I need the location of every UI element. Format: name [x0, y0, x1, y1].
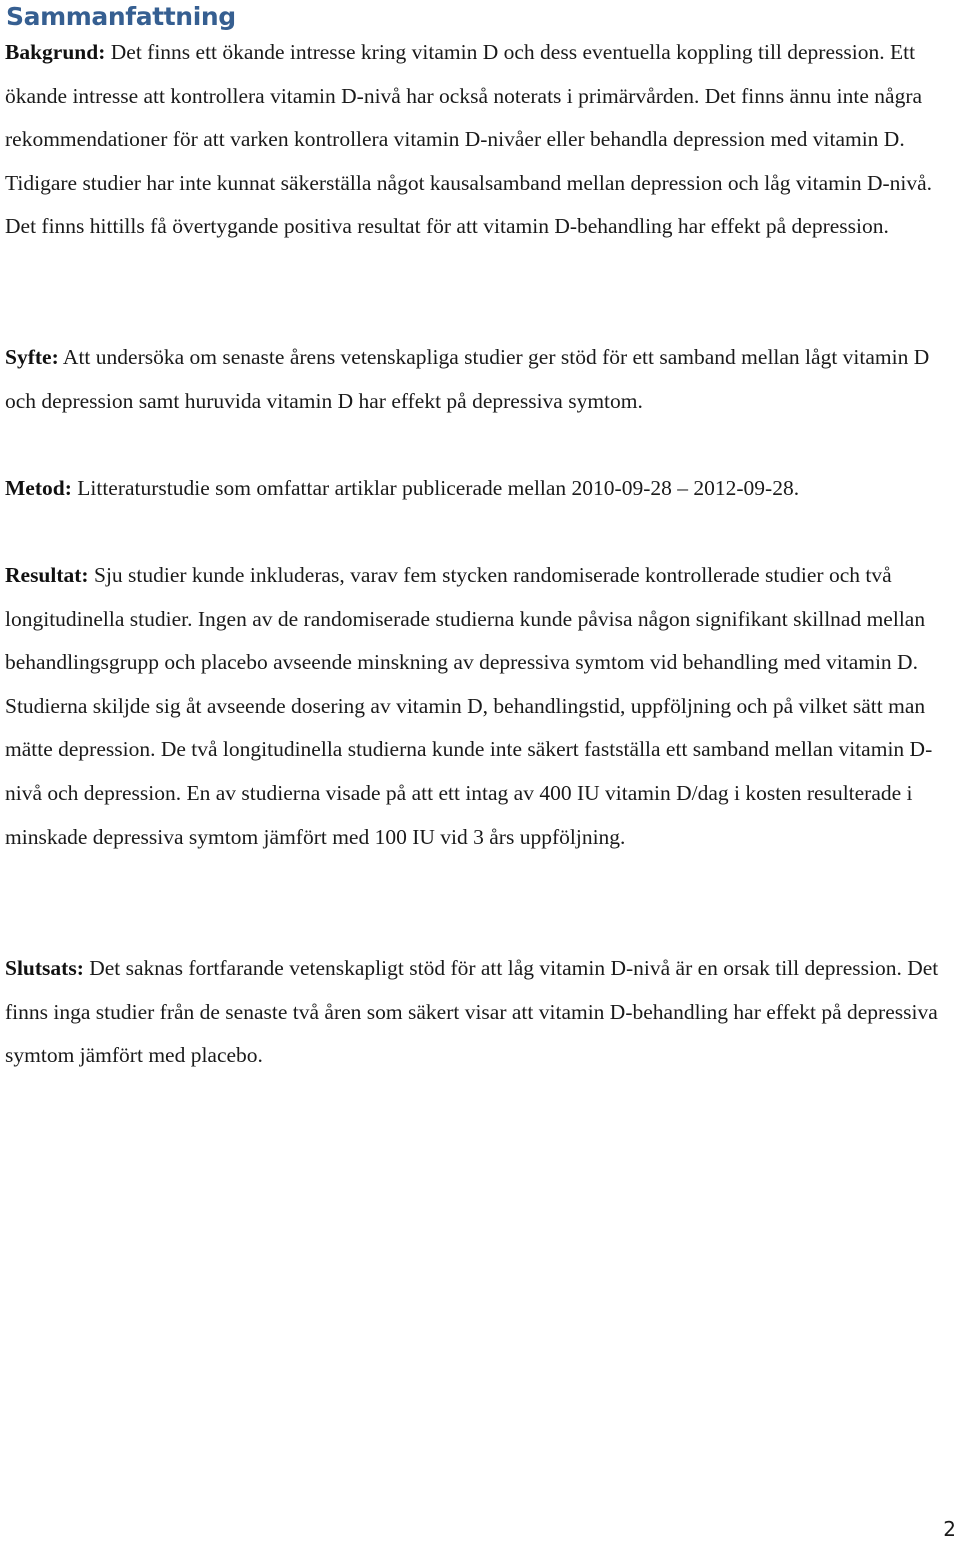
conclusion-label: Slutsats: — [5, 956, 84, 980]
background-paragraph — [5, 31, 955, 249]
aim-text: Att undersöka om senaste årens vetenskapliga studier ger stöd för ett samband mellan lågt vitamin D och depression samt huruvida vitamin D har effekt på depressiva symtom. — [5, 345, 930, 413]
conclusion-text: Det saknas fortfarande vetenskapligt stöd för att låg vitamin D-nivå är en orsak till depression. Det finns inga studier från de senaste två åren som säkert visar att vitamin D-behandling har effekt på depressiva symtom jämfört med placebo. — [5, 956, 939, 1068]
method-paragraph — [5, 467, 955, 511]
results-text: Sju studier kunde inkluderas, varav fem stycken randomiserade kontrollerade studier och två longitudinella studier. Ingen av de randomiserade studierna kunde påvisa någon signifikant skillnad mellan behandlingsgrupp och placebo avseende minskning av depressiva symtom vid behandling med vitamin D. Studierna skiljde sig åt avseende dosering av vitamin D, behandlingstid, uppföljning och på vilket sätt man mätte depression. De två longitudinella studierna kunde inte säkert fastställa ett samband mellan vitamin D-nivå och depression. En av studierna visade på att ett intag av 400 IU vitamin D/dag i kosten resulterade i minskade depressiva symtom jämfört med 100 IU vid 3 års uppföljning. — [5, 563, 933, 849]
results-label: Resultat: — [5, 563, 89, 587]
conclusion-paragraph — [5, 947, 955, 1078]
results-paragraph — [5, 554, 955, 859]
method-label: Metod: — [5, 476, 72, 500]
background-text: Det finns ett ökande intresse kring vitamin D och dess eventuella koppling till depression. Ett ökande intresse att kontrollera vitamin D-nivå har också noterats i primärvården. Det finns ännu inte några rekommendationer för att varken kontrollera vitamin D-nivåer eller behandla depression med vitamin D. Tidigare studier har inte kunnat säkerställa något kausalsamband mellan depression och låg vitamin D-nivå. Det finns hittills få övertygande positiva resultat för att vitamin D-behandling har effekt på depression. — [5, 40, 933, 239]
page-number: 2 — [943, 1517, 956, 1541]
background-label: Bakgrund: — [5, 40, 106, 64]
method-text: Litteraturstudie som omfattar artiklar publicerade mellan 2010-09-28 – 2012-09-28. — [71, 476, 800, 500]
aim-label: Syfte: — [5, 345, 59, 369]
page-title: Sammanfattning — [6, 2, 236, 31]
aim-paragraph — [5, 336, 955, 423]
